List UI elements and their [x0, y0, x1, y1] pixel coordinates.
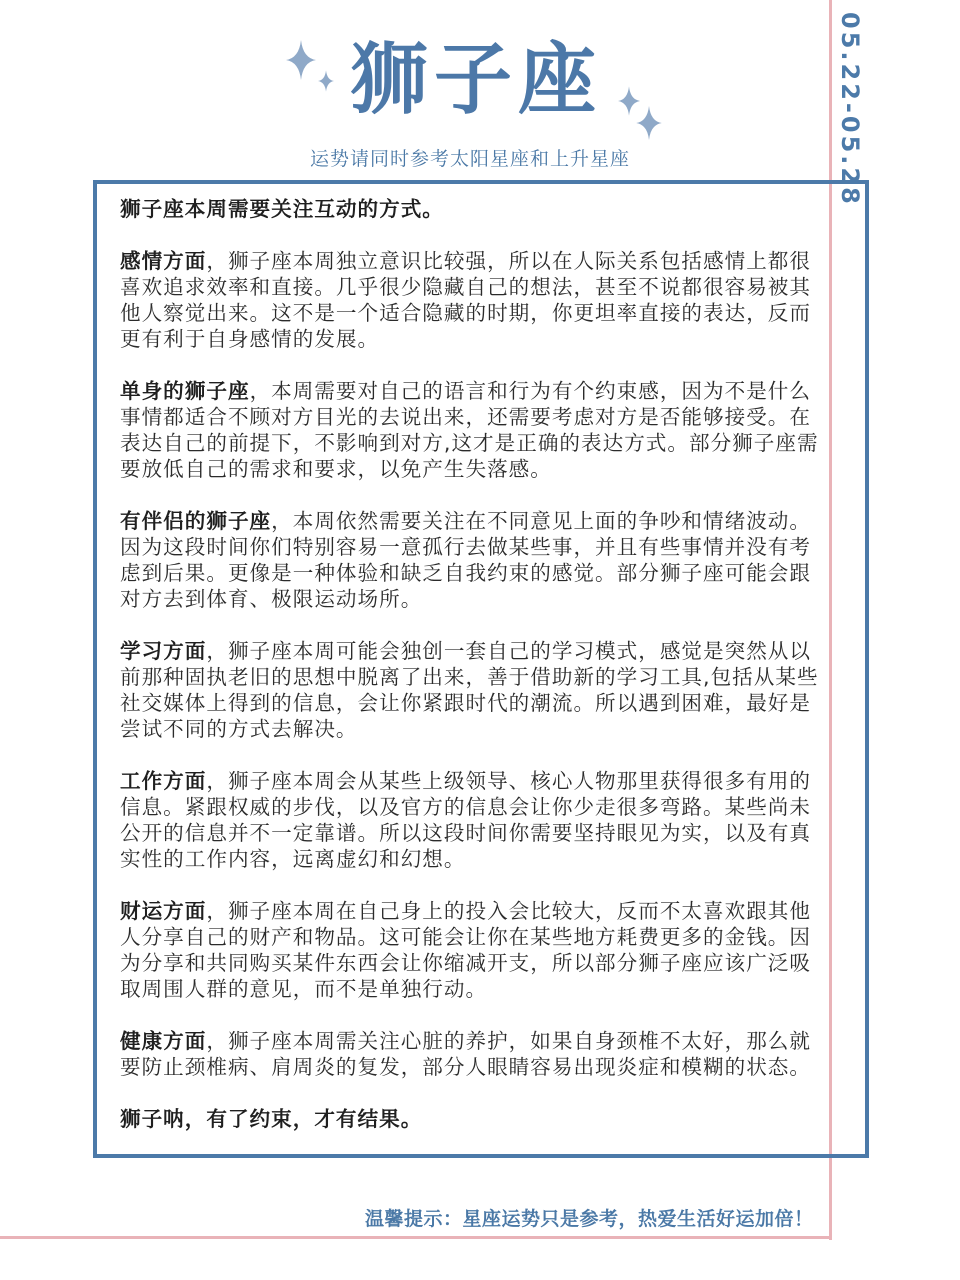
pink-horizontal-line [0, 1236, 832, 1239]
section-paragraph [120, 248, 820, 352]
section-paragraph [120, 768, 820, 872]
section-label: 健康方面 [120, 1029, 207, 1053]
section-text: ，本周依然需要关注在不同意见上面的争吵和情绪波动。因为这段时间你们特别容易一意孤行去做某些事，并且有些事情并没有考虑到后果。更像是一种体验和缺乏自我约束的感觉。部分狮子座可能会跟对方去到体育、极限运动场所。 [120, 509, 811, 611]
sparkle-icon [318, 70, 334, 92]
section-paragraph [120, 638, 820, 742]
section-text: ，狮子座本周需关注心脏的养护，如果自身颈椎不太好，那么就要防止颈椎病、肩周炎的复发，部分人眼睛容易出现炎症和模糊的状态。 [120, 1029, 811, 1079]
section-paragraph [120, 378, 820, 482]
section-text: ，本周需要对自己的语言和行为有个约束感，因为不是什么事情都适合不顾对方目光的去说出来，还需要考虑对方是否能够接受。在表达自己的前提下，不影响到对方,这才是正确的表达方式。部分狮子座需要放低自己的需求和要求，以免产生失落感。 [120, 379, 819, 481]
footer-tip: 温馨提示：星座运势只是参考，热爱生活好运加倍！ [365, 1208, 814, 1230]
section-label: 工作方面 [120, 769, 207, 793]
section-label: 感情方面 [120, 249, 207, 273]
section-text: ，狮子座本周在自己身上的投入会比较大，反而不太喜欢跟其他人分享自己的财产和物品。这可能会让你在某些地方耗费更多的金钱。因为分享和共同购买某件东西会让你缩减开支，所以部分狮子座应该广泛吸取周围人群的意见，而不是单独行动。 [120, 899, 811, 1001]
page-title: 狮子座 [350, 35, 603, 125]
closing-text: 狮子呐，有了约束，才有结果。 [120, 1107, 423, 1131]
section-label: 有伴侣的狮子座 [120, 509, 272, 533]
section-label: 学习方面 [120, 639, 207, 663]
section-text: ，狮子座本周可能会独创一套自己的学习模式，感觉是突然从以前那种固执老旧的思想中脱离了出来，善于借助新的学习工具,包括从某些社交媒体上得到的信息，会让你紧跟时代的潮流。所以遇到困难，最好是尝试不同的方式去解决。 [120, 639, 819, 741]
section-paragraph [120, 898, 820, 1002]
closing-paragraph [120, 1106, 820, 1132]
intro-text: 狮子座本周需要关注互动的方式。 [120, 197, 444, 221]
section-label: 单身的狮子座 [120, 379, 250, 403]
section-paragraph [120, 508, 820, 612]
sparkle-icon [636, 106, 662, 140]
intro-paragraph [120, 196, 820, 222]
date-range: 05.22-05.28 [836, 12, 864, 207]
section-text: ，狮子座本周会从某些上级领导、核心人物那里获得很多有用的信息。紧跟权威的步伐，以及官方的信息会让你少走很多弯路。某些尚未公开的信息并不一定靠谱。所以这段时间你需要坚持眼见为实，以及有真实性的工作内容，远离虚幻和幻想。 [120, 769, 811, 871]
section-label: 财运方面 [120, 899, 207, 923]
subtitle: 运势请同时参考太阳星座和上升星座 [310, 148, 631, 170]
section-paragraph [120, 1028, 820, 1080]
horoscope-content [120, 196, 820, 1158]
section-text: ，狮子座本周独立意识比较强，所以在人际关系包括感情上都很喜欢追求效率和直接。几乎很少隐藏自己的想法，甚至不说都很容易被其他人察觉出来。这不是一个适合隐藏的时期，你更坦率直接的表达，反而更有利于自身感情的发展。 [120, 249, 811, 351]
sparkle-icon [286, 40, 316, 80]
